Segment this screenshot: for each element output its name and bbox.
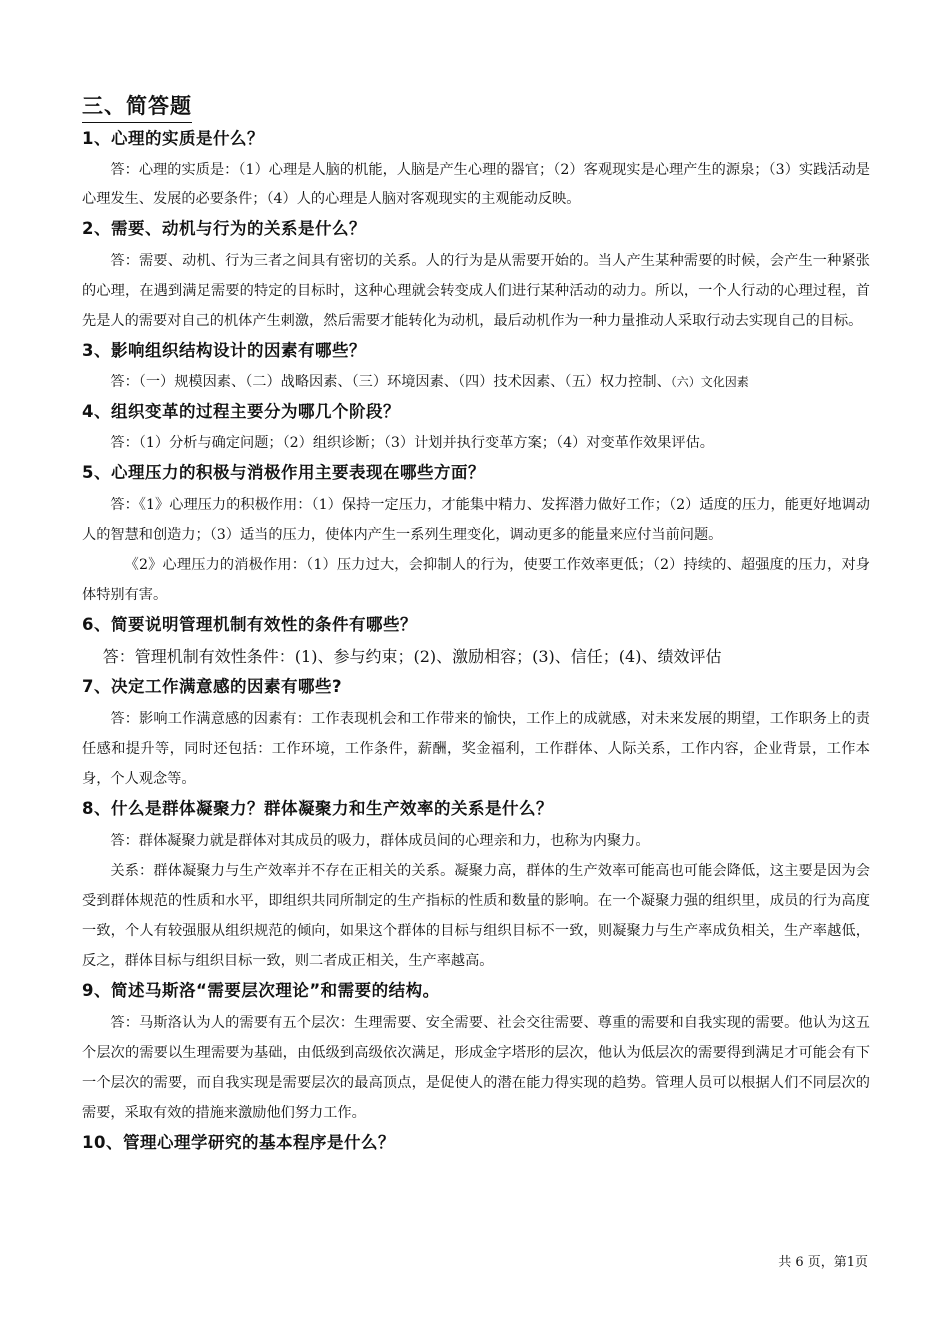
question-number: 9 (82, 981, 94, 1000)
question-number: 6 (82, 615, 94, 634)
question-number: 2 (82, 219, 94, 238)
question-text: 、简要说明管理机制有效性的条件有哪些？ (93, 615, 417, 634)
question-number: 7 (82, 677, 94, 696)
question-5 (82, 460, 870, 486)
question-number: 1 (82, 129, 94, 148)
question-text: 、决定工作满意感的因素有哪些? (93, 677, 343, 696)
question-7 (82, 674, 870, 700)
question-text: 、心理的实质是什么？ (93, 129, 264, 148)
question-4 (82, 399, 870, 425)
question-1 (82, 126, 870, 152)
question-8 (82, 796, 870, 822)
question-2 (82, 216, 870, 242)
answer-9: 答：马斯洛认为人的需要有五个层次：生理需要、安全需要、社会交往需要、尊重的需要和自我实现的需要。他认为这五个层次的需要以生理需要为基础，由低级到高级依次满足，形成金字塔形的层次，他认为低层次的需要得到满足才可能会有下一个层次的需要，而自我实现是需要层次的最高顶点，是促使人的潜在能力得实现的趋势。管理人员可以根据人们不同层次的需要，采取有效的措施来激励他们努力工作。 (82, 1015, 870, 1121)
answer-6: 答：管理机制有效性条件：(1)、参与约束；(2)、激励相容；(3)、信任；(4)、绩效评估 (102, 647, 722, 666)
question-number: 3 (82, 341, 94, 360)
question-9 (82, 978, 870, 1004)
question-text: 、管理心理学研究的基本程序是什么？ (105, 1133, 395, 1152)
question-10 (82, 1130, 870, 1156)
section-title: 三、简答题 (82, 90, 192, 123)
question-number: 5 (82, 463, 94, 482)
answer-7: 答：影响工作满意感的因素有：工作表现机会和工作带来的愉快，工作上的成就感，对未来发展的期望，工作职务上的责任感和提升等，同时还包括：工作环境，工作条件，薪酬，奖金福利，工作群体、人际关系，工作内容，企业背景，工作本身，个人观念等。 (82, 711, 870, 787)
answer-5-positive: 答：《1》心理压力的积极作用：（1）保持一定压力，才能集中精力、发挥潜力做好工作；（2）适度的压力，能更好地调动人的智慧和创造力；（3）适当的压力，使体内产生一系列生理变化，调动更多的能量来应付当前问题。 (82, 497, 870, 543)
question-3 (82, 338, 870, 364)
question-text: 、心理压力的积极与消极作用主要表现在哪些方面？ (93, 463, 485, 482)
page-footer: 共 6 页，第1页 (778, 1255, 868, 1270)
answer-2: 答：需要、动机、行为三者之间具有密切的关系。人的行为是从需要开始的。当人产生某种需要的时候，会产生一种紧张的心理，在遇到满足需要的特定的目标时，这种心理就会转变成人们进行某种活动的动力。所以，一个人行动的心理过程，首先是人的需要对自己的机体产生刺激，然后需要才能转化为动机，最后动机作为一种力量推动人采取行动去实现自己的目标。 (82, 253, 870, 329)
question-number: 4 (82, 402, 94, 421)
answer-5-negative: 《2》心理压力的消极作用：（1）压力过大，会抑制人的行为，使要工作效率更低；（2）持续的、超强度的压力，对身体特别有害。 (82, 557, 870, 603)
question-text: 、简述马斯洛“需要层次理论”和需要的结构。 (93, 981, 440, 1000)
answer-8-definition: 答：群体凝聚力就是群体对其成员的吸力，群体成员间的心理亲和力，也称为内聚力。 (110, 833, 650, 849)
answer-3 (82, 368, 870, 397)
answer-3-main: 答：（一）规模因素、（二）战略因素、（三）环境因素、（四）技术因素、（五）权力控制、 (110, 374, 671, 390)
answer-8-relation: 关系：群体凝聚力与生产效率并不存在正相关的关系。凝聚力高，群体的生产效率可能高也可能会降低，这主要是因为会受到群体规范的性质和水平，即组织共同所制定的生产指标的性质和数量的影响。在一个凝聚力强的组织里，成员的行为高度一致，个人有较强服从组织规范的倾向，如果这个群体的目标与组织目标不一致，则凝聚力与生产率成负相关，生产率越低，反之，群体目标与组织目标一致，则二者成正相关，生产率越高。 (82, 863, 870, 969)
question-text: 、影响组织结构设计的因素有哪些？ (93, 341, 366, 360)
qa-list (82, 124, 870, 1160)
question-text: 、组织变革的过程主要分为哪几个阶段？ (93, 402, 400, 421)
answer-3-small: （六）文化因素 (670, 375, 749, 389)
question-number: 10 (82, 1133, 106, 1152)
question-text: 、需要、动机与行为的关系是什么？ (93, 219, 366, 238)
question-number: 8 (82, 799, 94, 818)
answer-1: 答：心理的实质是：（1）心理是人脑的机能，人脑是产生心理的器官；（2）客观现实是心理产生的源泉；（3）实践活动是心理发生、发展的必要条件；（4）人的心理是人脑对客观现实的主观能动反映。 (82, 162, 870, 207)
question-6 (82, 612, 870, 638)
question-text: 、什么是群体凝聚力？群体凝聚力和生产效率的关系是什么？ (93, 799, 553, 818)
answer-4: 答：（1）分析与确定问题；（2）组织诊断；（3）计划并执行变革方案；（4）对变革作效果评估。 (110, 435, 714, 451)
